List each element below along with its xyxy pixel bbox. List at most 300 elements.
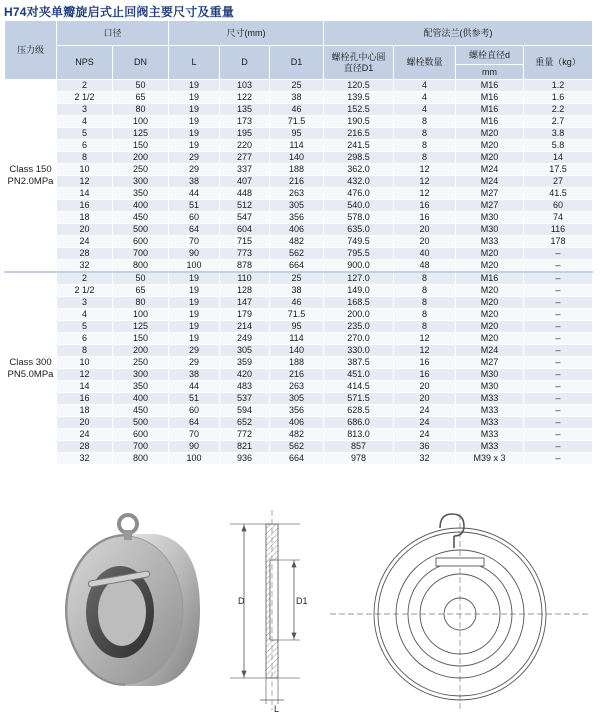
table-cell: 8 <box>394 140 456 152</box>
table-cell: 8 <box>394 152 456 164</box>
table-cell: – <box>524 369 593 381</box>
table-cell: 150 <box>113 333 169 345</box>
table-cell: 152.5 <box>324 104 394 116</box>
table-cell: 173 <box>220 116 270 128</box>
table-cell: 41.5 <box>524 188 593 200</box>
table-row <box>5 248 593 260</box>
table-cell: 483 <box>220 381 270 393</box>
table-cell: 362.0 <box>324 164 394 176</box>
table-cell: 190.5 <box>324 116 394 128</box>
table-cell: M24 <box>456 176 524 188</box>
table-cell: 387.5 <box>324 357 394 369</box>
table-cell: 604 <box>220 224 270 236</box>
dimension-label-d: D <box>238 596 245 606</box>
table-cell: 12 <box>394 188 456 200</box>
table-cell: 305 <box>220 345 270 357</box>
table-cell: 1.6 <box>524 92 593 104</box>
table-cell: 188 <box>270 357 324 369</box>
table-cell: 24 <box>394 417 456 429</box>
table-cell: 8 <box>394 116 456 128</box>
table-cell: 476.0 <box>324 188 394 200</box>
pressure-class-label: Class 150 PN2.0MPa <box>5 80 57 273</box>
table-cell: 18 <box>57 212 113 224</box>
table-cell: 8 <box>394 321 456 333</box>
table-cell: 188 <box>270 164 324 176</box>
table-cell: 250 <box>113 164 169 176</box>
table-cell: 200 <box>113 345 169 357</box>
table-cell: 122 <box>220 92 270 104</box>
table-cell: 482 <box>270 429 324 441</box>
table-cell: M16 <box>456 104 524 116</box>
table-cell: 578.0 <box>324 212 394 224</box>
table-cell: 500 <box>113 417 169 429</box>
table-cell: – <box>524 272 593 285</box>
table-cell: 432.0 <box>324 176 394 188</box>
table-cell: 70 <box>169 236 220 248</box>
table-cell: 48 <box>394 260 456 273</box>
table-cell: – <box>524 405 593 417</box>
table-row <box>5 381 593 393</box>
table-cell: – <box>524 260 593 273</box>
table-cell: 749.5 <box>324 236 394 248</box>
table-cell: M30 <box>456 212 524 224</box>
table-cell: 350 <box>113 188 169 200</box>
table-cell: 40 <box>394 248 456 260</box>
table-cell: 594 <box>220 405 270 417</box>
table-row <box>5 188 593 200</box>
header-d: D <box>220 46 270 80</box>
table-cell: 120.5 <box>324 80 394 92</box>
table-row <box>5 417 593 429</box>
table-cell: 28 <box>57 441 113 453</box>
table-cell: 298.5 <box>324 152 394 164</box>
table-cell: 3.8 <box>524 128 593 140</box>
table-cell: 44 <box>169 381 220 393</box>
header-weight: 重量（kg） <box>524 46 593 80</box>
table-cell: 216 <box>270 369 324 381</box>
table-cell: 214 <box>220 321 270 333</box>
table-cell: 400 <box>113 393 169 405</box>
table-cell: 125 <box>113 128 169 140</box>
table-cell: – <box>524 297 593 309</box>
table-cell: 90 <box>169 441 220 453</box>
table-cell: 813.0 <box>324 429 394 441</box>
table-cell: 795.5 <box>324 248 394 260</box>
table-cell: 50 <box>113 272 169 285</box>
table-cell: 12 <box>394 164 456 176</box>
table-cell: M30 <box>456 381 524 393</box>
table-cell: 10 <box>57 357 113 369</box>
table-cell: 178 <box>524 236 593 248</box>
table-cell: 139.5 <box>324 92 394 104</box>
table-cell: 547 <box>220 212 270 224</box>
table-cell: 14 <box>57 188 113 200</box>
table-cell: 29 <box>169 345 220 357</box>
table-cell: M20 <box>456 140 524 152</box>
table-cell: 5 <box>57 321 113 333</box>
table-cell: M20 <box>456 333 524 345</box>
table-cell: M16 <box>456 116 524 128</box>
table-cell: 103 <box>220 80 270 92</box>
table-cell: 635.0 <box>324 224 394 236</box>
table-cell: 27 <box>524 176 593 188</box>
table-cell: 14 <box>57 381 113 393</box>
table-cell: 44 <box>169 188 220 200</box>
table-cell: 195 <box>220 128 270 140</box>
table-cell: 46 <box>270 297 324 309</box>
header-d1: D1 <box>270 46 324 80</box>
table-cell: M20 <box>456 128 524 140</box>
table-cell: 900.0 <box>324 260 394 273</box>
table-cell: 46 <box>270 104 324 116</box>
table-cell: M16 <box>456 92 524 104</box>
table-cell: 4 <box>394 92 456 104</box>
table-cell: 64 <box>169 224 220 236</box>
table-cell: 8 <box>57 345 113 357</box>
dimension-label-d1: D1 <box>296 596 308 606</box>
table-row <box>5 140 593 152</box>
table-cell: 38 <box>270 285 324 297</box>
table-cell: M39 x 3 <box>456 453 524 465</box>
table-cell: 20 <box>57 417 113 429</box>
table-cell: 95 <box>270 128 324 140</box>
table-cell: 50 <box>113 80 169 92</box>
table-cell: 64 <box>169 417 220 429</box>
table-cell: 100 <box>113 116 169 128</box>
table-row <box>5 393 593 405</box>
table-cell: 19 <box>169 116 220 128</box>
table-cell: 65 <box>113 285 169 297</box>
table-row <box>5 429 593 441</box>
table-cell: M16 <box>456 272 524 285</box>
table-cell: – <box>524 285 593 297</box>
table-cell: 562 <box>270 248 324 260</box>
table-cell: 29 <box>169 357 220 369</box>
table-cell: 978 <box>324 453 394 465</box>
table-cell: 140 <box>270 345 324 357</box>
table-cell: 600 <box>113 236 169 248</box>
table-cell: 80 <box>113 297 169 309</box>
table-cell: 149.0 <box>324 285 394 297</box>
table-cell: 2.2 <box>524 104 593 116</box>
header-bolt-diameter: 螺栓直径d <box>456 46 524 65</box>
table-cell: M30 <box>456 224 524 236</box>
table-cell: M24 <box>456 345 524 357</box>
table-cell: 356 <box>270 212 324 224</box>
table-cell: 51 <box>169 200 220 212</box>
valve-drawings <box>0 500 600 714</box>
table-cell: 540.0 <box>324 200 394 212</box>
table-cell: 14 <box>524 152 593 164</box>
table-cell: – <box>524 357 593 369</box>
table-cell: 100 <box>113 309 169 321</box>
table-cell: 127.0 <box>324 272 394 285</box>
table-cell: 60 <box>169 405 220 417</box>
table-cell: – <box>524 453 593 465</box>
table-cell: 12 <box>57 369 113 381</box>
table-cell: M20 <box>456 285 524 297</box>
table-cell: 74 <box>524 212 593 224</box>
table-cell: M20 <box>456 309 524 321</box>
table-cell: M33 <box>456 441 524 453</box>
table-cell: 20 <box>394 381 456 393</box>
table-row <box>5 212 593 224</box>
table-cell: 5 <box>57 128 113 140</box>
table-cell: 65 <box>113 92 169 104</box>
table-cell: 235.0 <box>324 321 394 333</box>
table-cell: 300 <box>113 369 169 381</box>
table-cell: 600 <box>113 429 169 441</box>
table-cell: 114 <box>270 333 324 345</box>
table-cell: 263 <box>270 188 324 200</box>
table-cell: 414.5 <box>324 381 394 393</box>
table-cell: 28 <box>57 248 113 260</box>
table-cell: 71.5 <box>270 116 324 128</box>
table-cell: 150 <box>113 140 169 152</box>
table-cell: 71.5 <box>270 309 324 321</box>
table-cell: – <box>524 309 593 321</box>
table-row <box>5 369 593 381</box>
table-row <box>5 80 593 92</box>
table-cell: 38 <box>169 176 220 188</box>
table-cell: 406 <box>270 417 324 429</box>
table-cell: 305 <box>270 393 324 405</box>
table-cell: 32 <box>57 453 113 465</box>
table-cell: 24 <box>57 236 113 248</box>
table-cell: 450 <box>113 405 169 417</box>
table-cell: M24 <box>456 164 524 176</box>
table-cell: 263 <box>270 381 324 393</box>
table-cell: 249 <box>220 333 270 345</box>
valve-front-view-drawing <box>330 514 590 712</box>
table-cell: 19 <box>169 104 220 116</box>
header-dn: DN <box>113 46 169 80</box>
table-cell: 330.0 <box>324 345 394 357</box>
table-cell: 12 <box>394 176 456 188</box>
table-cell: 19 <box>169 80 220 92</box>
page-title: H74对夹单瓣旋启式止回阀主要尺寸及重量 <box>4 5 235 19</box>
table-cell: 8 <box>394 297 456 309</box>
table-cell: 700 <box>113 248 169 260</box>
table-cell: 241.5 <box>324 140 394 152</box>
header-bolt-quantity: 螺栓数量 <box>394 46 456 80</box>
table-row <box>5 441 593 453</box>
table-cell: 20 <box>394 224 456 236</box>
table-cell: 652 <box>220 417 270 429</box>
table-cell: 715 <box>220 236 270 248</box>
table-row <box>5 200 593 212</box>
table-cell: 4 <box>394 80 456 92</box>
table-cell: M27 <box>456 357 524 369</box>
table-cell: 4 <box>57 116 113 128</box>
table-cell: 8 <box>394 285 456 297</box>
table-cell: 38 <box>270 92 324 104</box>
table-cell: 19 <box>169 297 220 309</box>
table-cell: 356 <box>270 405 324 417</box>
table-cell: 664 <box>270 260 324 273</box>
table-cell: – <box>524 417 593 429</box>
table-cell: 450 <box>113 212 169 224</box>
table-cell: 400 <box>113 200 169 212</box>
table-cell: 4 <box>394 104 456 116</box>
table-cell: 125 <box>113 321 169 333</box>
table-cell: 16 <box>394 369 456 381</box>
table-cell: 16 <box>394 212 456 224</box>
table-cell: 8 <box>394 128 456 140</box>
table-cell: M27 <box>456 200 524 212</box>
table-cell: 3 <box>57 297 113 309</box>
table-cell: 19 <box>169 128 220 140</box>
table-cell: 700 <box>113 441 169 453</box>
table-cell: – <box>524 333 593 345</box>
table-cell: 800 <box>113 453 169 465</box>
table-row <box>5 321 593 333</box>
table-cell: 51 <box>169 393 220 405</box>
table-cell: 6 <box>57 333 113 345</box>
table-row <box>5 104 593 116</box>
table-cell: 4 <box>57 309 113 321</box>
table-cell: 70 <box>169 429 220 441</box>
table-cell: 857 <box>324 441 394 453</box>
table-cell: 19 <box>169 92 220 104</box>
table-cell: 100 <box>169 453 220 465</box>
table-cell: 200.0 <box>324 309 394 321</box>
table-cell: 10 <box>57 164 113 176</box>
table-cell: 32 <box>57 260 113 273</box>
table-cell: 773 <box>220 248 270 260</box>
table-cell: 1.2 <box>524 80 593 92</box>
table-cell: M16 <box>456 80 524 92</box>
header-nps: NPS <box>57 46 113 80</box>
table-cell: M20 <box>456 297 524 309</box>
table-row <box>5 345 593 357</box>
table-cell: 482 <box>270 236 324 248</box>
header-bore: 口径 <box>57 21 169 46</box>
table-cell: 3 <box>57 104 113 116</box>
table-cell: 800 <box>113 260 169 273</box>
table-cell: M20 <box>456 321 524 333</box>
table-cell: 878 <box>220 260 270 273</box>
dimension-label-l: L <box>274 704 280 714</box>
table-cell: 12 <box>57 176 113 188</box>
table-cell: 664 <box>270 453 324 465</box>
table-cell: 772 <box>220 429 270 441</box>
table-cell: 12 <box>394 345 456 357</box>
table-row <box>5 176 593 188</box>
valve-photo <box>65 515 200 686</box>
table-cell: 270.0 <box>324 333 394 345</box>
table-cell: 140 <box>270 152 324 164</box>
table-cell: M30 <box>456 369 524 381</box>
table-cell: 60 <box>524 200 593 212</box>
table-cell: 250 <box>113 357 169 369</box>
table-cell: 19 <box>169 321 220 333</box>
table-cell: 135 <box>220 104 270 116</box>
table-row <box>5 152 593 164</box>
table-row <box>5 92 593 104</box>
table-cell: M20 <box>456 260 524 273</box>
header-bolt-circle: 螺栓孔中心圆直径D1 <box>324 46 394 80</box>
table-cell: 18 <box>57 405 113 417</box>
table-cell: 16 <box>394 200 456 212</box>
spec-table <box>4 20 593 465</box>
table-cell: 29 <box>169 152 220 164</box>
table-row <box>5 405 593 417</box>
table-row <box>5 285 593 297</box>
table-cell: 8 <box>394 309 456 321</box>
table-cell: M20 <box>456 248 524 260</box>
table-cell: 110 <box>220 272 270 285</box>
table-cell: 20 <box>394 236 456 248</box>
table-cell: 19 <box>169 272 220 285</box>
table-cell: 407 <box>220 176 270 188</box>
table-cell: 25 <box>270 80 324 92</box>
table-cell: M33 <box>456 236 524 248</box>
table-row <box>5 128 593 140</box>
table-row <box>5 224 593 236</box>
table-cell: 168.5 <box>324 297 394 309</box>
table-cell: 36 <box>394 441 456 453</box>
table-cell: M27 <box>456 188 524 200</box>
table-cell: 305 <box>270 200 324 212</box>
table-cell: 19 <box>169 285 220 297</box>
table-cell: – <box>524 393 593 405</box>
table-cell: 20 <box>57 224 113 236</box>
table-cell: 512 <box>220 200 270 212</box>
table-cell: – <box>524 321 593 333</box>
table-cell: 19 <box>169 140 220 152</box>
table-cell: – <box>524 248 593 260</box>
table-cell: 571.5 <box>324 393 394 405</box>
table-cell: 451.0 <box>324 369 394 381</box>
table-cell: 337 <box>220 164 270 176</box>
table-cell: 300 <box>113 176 169 188</box>
table-cell: 2 1/2 <box>57 92 113 104</box>
table-cell: 686.0 <box>324 417 394 429</box>
table-cell: 200 <box>113 152 169 164</box>
table-cell: 936 <box>220 453 270 465</box>
table-cell: 60 <box>169 212 220 224</box>
table-row <box>5 236 593 248</box>
table-row <box>5 357 593 369</box>
table-cell: 6 <box>57 140 113 152</box>
table-cell: 38 <box>169 369 220 381</box>
table-cell: 277 <box>220 152 270 164</box>
table-cell: 2 <box>57 272 113 285</box>
table-cell: M33 <box>456 417 524 429</box>
pressure-class-label: Class 300 PN5.0MPa <box>5 272 57 465</box>
table-cell: M33 <box>456 405 524 417</box>
table-cell: M33 <box>456 393 524 405</box>
header-pressure-class: 压力级 <box>5 21 57 80</box>
table-cell: 29 <box>169 164 220 176</box>
table-row <box>5 116 593 128</box>
table-cell: – <box>524 441 593 453</box>
table-cell: 16 <box>57 200 113 212</box>
table-cell: 420 <box>220 369 270 381</box>
table-row <box>5 164 593 176</box>
table-cell: 359 <box>220 357 270 369</box>
table-cell: 216 <box>270 176 324 188</box>
table-cell: 216.5 <box>324 128 394 140</box>
table-cell: – <box>524 345 593 357</box>
table-cell: 406 <box>270 224 324 236</box>
table-cell: 24 <box>394 405 456 417</box>
table-cell: 80 <box>113 104 169 116</box>
table-cell: 147 <box>220 297 270 309</box>
table-cell: 350 <box>113 381 169 393</box>
table-cell: 8 <box>394 272 456 285</box>
